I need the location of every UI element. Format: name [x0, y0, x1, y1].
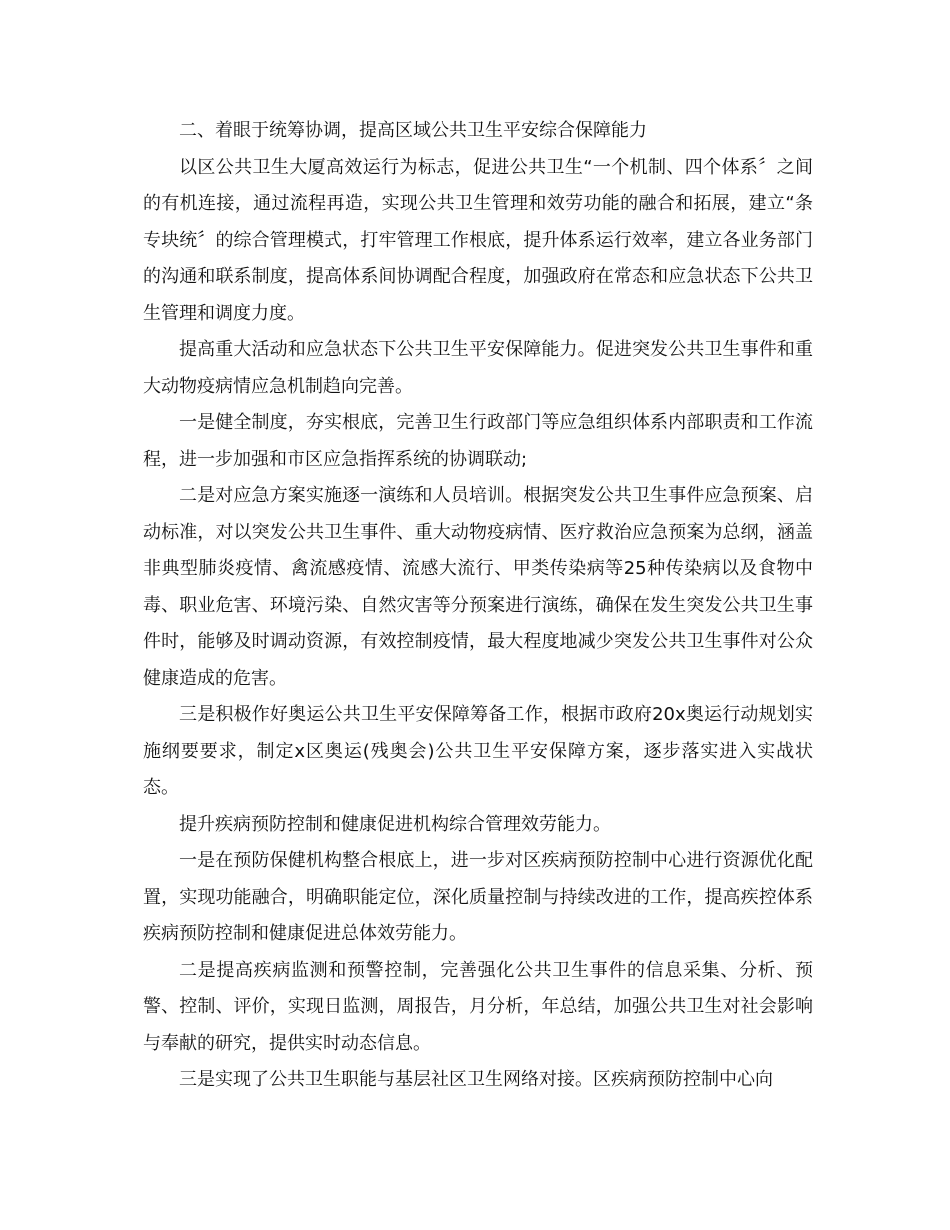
paragraph: 三是积极作好奥运公共卫生平安保障筹备工作，根据市政府20x奥运行动规划实施纲要要求，制定x区奥运(残奥会)公共卫生平安保障方案，逐步落实进入实战状态。 — [143, 704, 813, 798]
paragraph: 提升疾病预防控制和健康促进机构综合管理效劳能力。 — [179, 813, 611, 835]
paragraph: 二是提高疾病监测和预警控制，完善强化公共卫生事件的信息采集、分析、预警、控制、评价，实现日监测，周报告，月分析，年总结，加强公共卫生对社会影响与奉献的研究，提供实时动态信息。 — [143, 959, 813, 1054]
document-body — [143, 113, 813, 1099]
paragraph: 二是对应急方案实施逐一演练和人员培训。根据突发公共卫生事件应急预案、启动标准，对以突发公共卫生事件、重大动物疫病情、医疗救治应急预案为总纲，涵盖非典型肺炎疫情、禽流感疫情、流感大流行、甲类传染病等25种传染病以及食物中毒、职业危害、环境污染、自然灾害等分预案进行演练，确保在发生突发公共卫生事件时，能够及时调动资源，有效控制疫情，最大程度地减少突发公共卫生事件对公众健康造成的危害。 — [143, 485, 813, 689]
paragraph: 三是实现了公共卫生职能与基层社区卫生网络对接。区疾病预防控制中心向 — [179, 1069, 773, 1090]
paragraph: 一是健全制度，夯实根底，完善卫生行政部门等应急组织体系内部职责和工作流程，进一步加强和市区应急指挥系统的协调联动; — [143, 412, 813, 470]
paragraph: 提高重大活动和应急状态下公共卫生平安保障能力。促进突发公共卫生事件和重大动物疫病情应急机制趋向完善。 — [143, 339, 813, 397]
paragraph: 以区公共卫生大厦高效运行为标志，促进公共卫生“一个机制、四个体系〞之间的有机连接，通过流程再造，实现公共卫生管理和效劳功能的融合和拓展，建立“条专块统〞的综合管理模式，打牢管理工作根底，提升体系运行效率，建立各业务部门的沟通和联系制度，提高体系间协调配合程度，加强政府在常态和应急状态下公共卫生管理和调度力度。 — [143, 156, 813, 324]
paragraph: 一是在预防保健机构整合根底上，进一步对区疾病预防控制中心进行资源优化配置，实现功能融合，明确职能定位，深化质量控制与持续改进的工作，提高疾控体系疾病预防控制和健康促进总体效劳能力。 — [143, 850, 813, 944]
section-heading: 二、着眼于统筹协调，提高区域公共卫生平安综合保障能力 — [179, 120, 647, 141]
